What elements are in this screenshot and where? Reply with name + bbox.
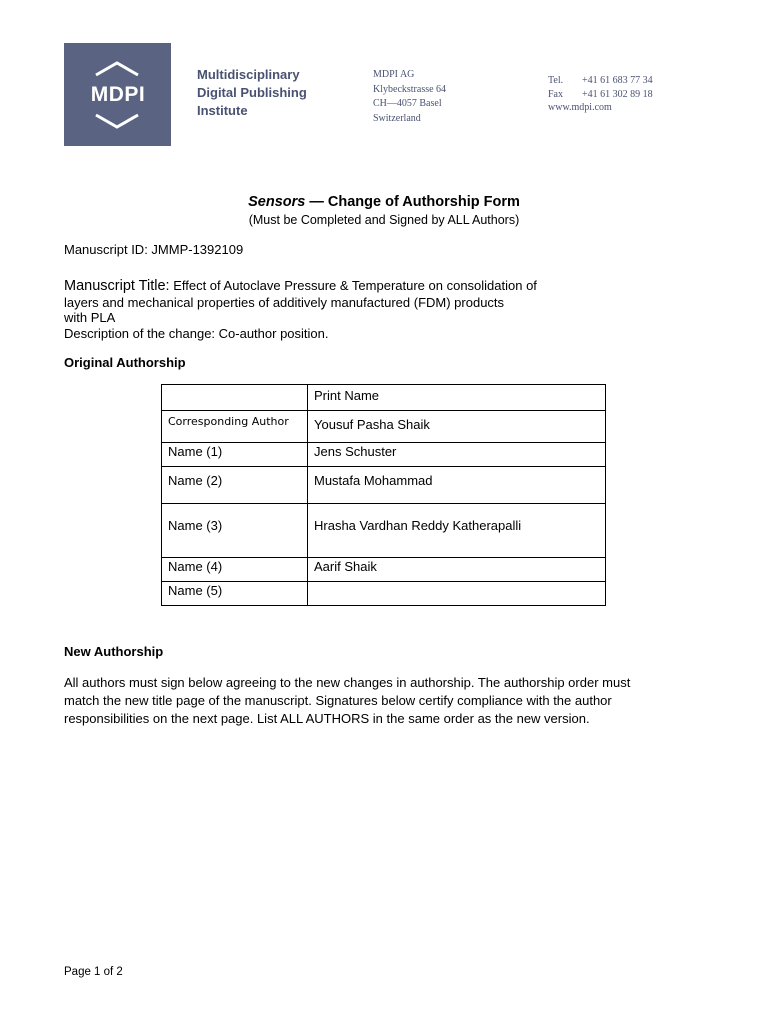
fax: Fax +41 61 302 89 18 (548, 88, 653, 100)
mdpi-logo (64, 43, 171, 146)
author-name-cell[interactable] (308, 582, 606, 606)
print-name-header: Print Name (308, 385, 606, 411)
row-label: Name (3) (162, 504, 308, 558)
table-row (162, 467, 606, 504)
manuscript-title-label: Manuscript Title: (64, 278, 170, 294)
postal-address: MDPI AG Klybeckstrasse 64 CH—4057 Basel Switzerland (373, 69, 447, 124)
table-row (162, 582, 606, 606)
original-authorship-heading: Original Authorship (64, 355, 186, 370)
new-authorship-heading: New Authorship (64, 644, 164, 659)
contact-info (548, 74, 653, 115)
row-label: Name (1) (162, 443, 308, 467)
author-name-cell[interactable]: Aarif Shaik (308, 558, 606, 582)
row-label: Name (4) (162, 558, 308, 582)
page-number: Page 1 of 2 (64, 966, 123, 978)
row-label: Name (2) (162, 467, 308, 504)
table-row (162, 443, 606, 467)
original-authorship-table (161, 384, 606, 606)
manuscript-id: Manuscript ID: JMMP-1392109 (64, 242, 244, 257)
table-header-row (162, 385, 606, 411)
author-name-cell[interactable]: Hrasha Vardhan Reddy Katherapalli (308, 504, 606, 558)
change-description: Description of the change: Co-author position. (64, 325, 329, 341)
logo-text: MDPI (90, 83, 146, 106)
author-name-cell[interactable]: Yousuf Pasha Shaik (308, 411, 606, 443)
table-row (162, 411, 606, 443)
row-label: Name (5) (162, 582, 308, 606)
author-name-cell[interactable]: Jens Schuster (308, 443, 606, 467)
table-row (162, 504, 606, 558)
new-authorship-instructions: All authors must sign below agreeing to the new changes in authorship. The authorship order must match the new title page of the manuscript. Signatures below certify compliance with the author responsibilities on the next page. List ALL AUTHORS in the same order as the new version. (64, 675, 631, 726)
form-title: Sensors — Change of Authorship Form (248, 194, 520, 210)
telephone: Tel. +41 61 683 77 34 (548, 75, 653, 86)
journal-name: Sensors (248, 194, 306, 210)
author-name-cell[interactable]: Mustafa Mohammad (308, 467, 606, 504)
row-label: Corresponding Author (162, 411, 308, 443)
table-row (162, 558, 606, 582)
manuscript-title: Manuscript Title: Effect of Autoclave Pressure & Temperature on consolidation of layers and mechanical properties of additively manufactured (FDM) products with PLA Description of the change: Co-author position. (64, 278, 624, 341)
website-link[interactable]: www.mdpi.com (548, 102, 612, 113)
form-subtitle: (Must be Completed and Signed by ALL Authors) (248, 213, 520, 227)
organization-name: Multidisciplinary Digital Publishing Institute (197, 67, 307, 118)
